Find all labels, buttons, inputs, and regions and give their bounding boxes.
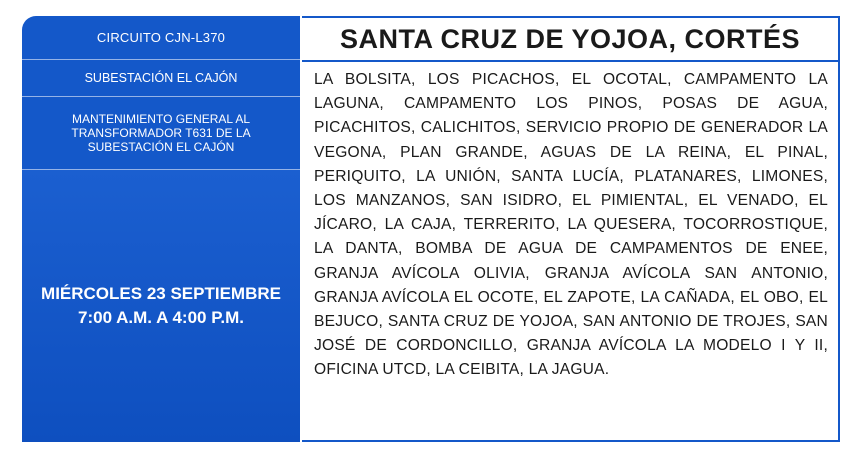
affected-areas-text: LA BOLSITA, LOS PICACHOS, EL OCOTAL, CAMPAMENTO LA LAGUNA, CAMPAMENTO LOS PINOS, POSAS DE AGUA, PICACHITOS, CALICHITOS, SERVICIO PROPIO DE GENERADOR LA VEGONA, PLAN GRANDE, AGUAS DE LA REINA, EL PINAL, PERIQUITO, LA UNIÓN, SANTA LUCÍA, PLATANARES, LIMONES, LOS MANZANOS, SAN ISIDRO, EL PIMIENTAL, EL VENADO, EL JÍCARO, LA CAJA, TERRERITO, LA QUESERA, TOCORROSTIQUE, LA DANTA, BOMBA DE AGUA DE CAMPAMENTOS DE ENEE, GRANJA AVÍCOLA OLIVIA, GRANJA AVÍCOLA SAN ANTONIO, GRANJA AVÍCOLA EL OCOTE, EL ZAPOTE, LA CAÑADA, EL OBO, EL BEJUCO, SANTA CRUZ DE YOJOA, SAN ANTONIO DE TROJES, SAN JOSÉ DE CORDONCILLO, GRANJA AVÍCOLA LA MODELO I Y II, OFICINA UTCD, LA CEIBITA, LA JAGUA. bbox=[314, 71, 828, 379]
work-description: MANTENIMIENTO GENERAL AL TRANSFORMADOR T631 DE LA SUBESTACIÓN EL CAJÓN bbox=[22, 97, 300, 170]
datetime-block bbox=[22, 170, 300, 442]
circuit-label: CIRCUITO CJN-L370 bbox=[22, 16, 300, 60]
outage-date: MIÉRCOLES 23 SEPTIEMBRE bbox=[41, 284, 281, 303]
outage-notice-card bbox=[22, 16, 840, 444]
outage-time: 7:00 A.M. A 4:00 P.M. bbox=[78, 308, 244, 327]
substation-label: SUBESTACIÓN EL CAJÓN bbox=[22, 60, 300, 97]
location-title: SANTA CRUZ DE YOJOA, CORTÉS bbox=[302, 18, 838, 62]
schedule-panel bbox=[22, 16, 300, 442]
areas-panel bbox=[302, 16, 840, 442]
